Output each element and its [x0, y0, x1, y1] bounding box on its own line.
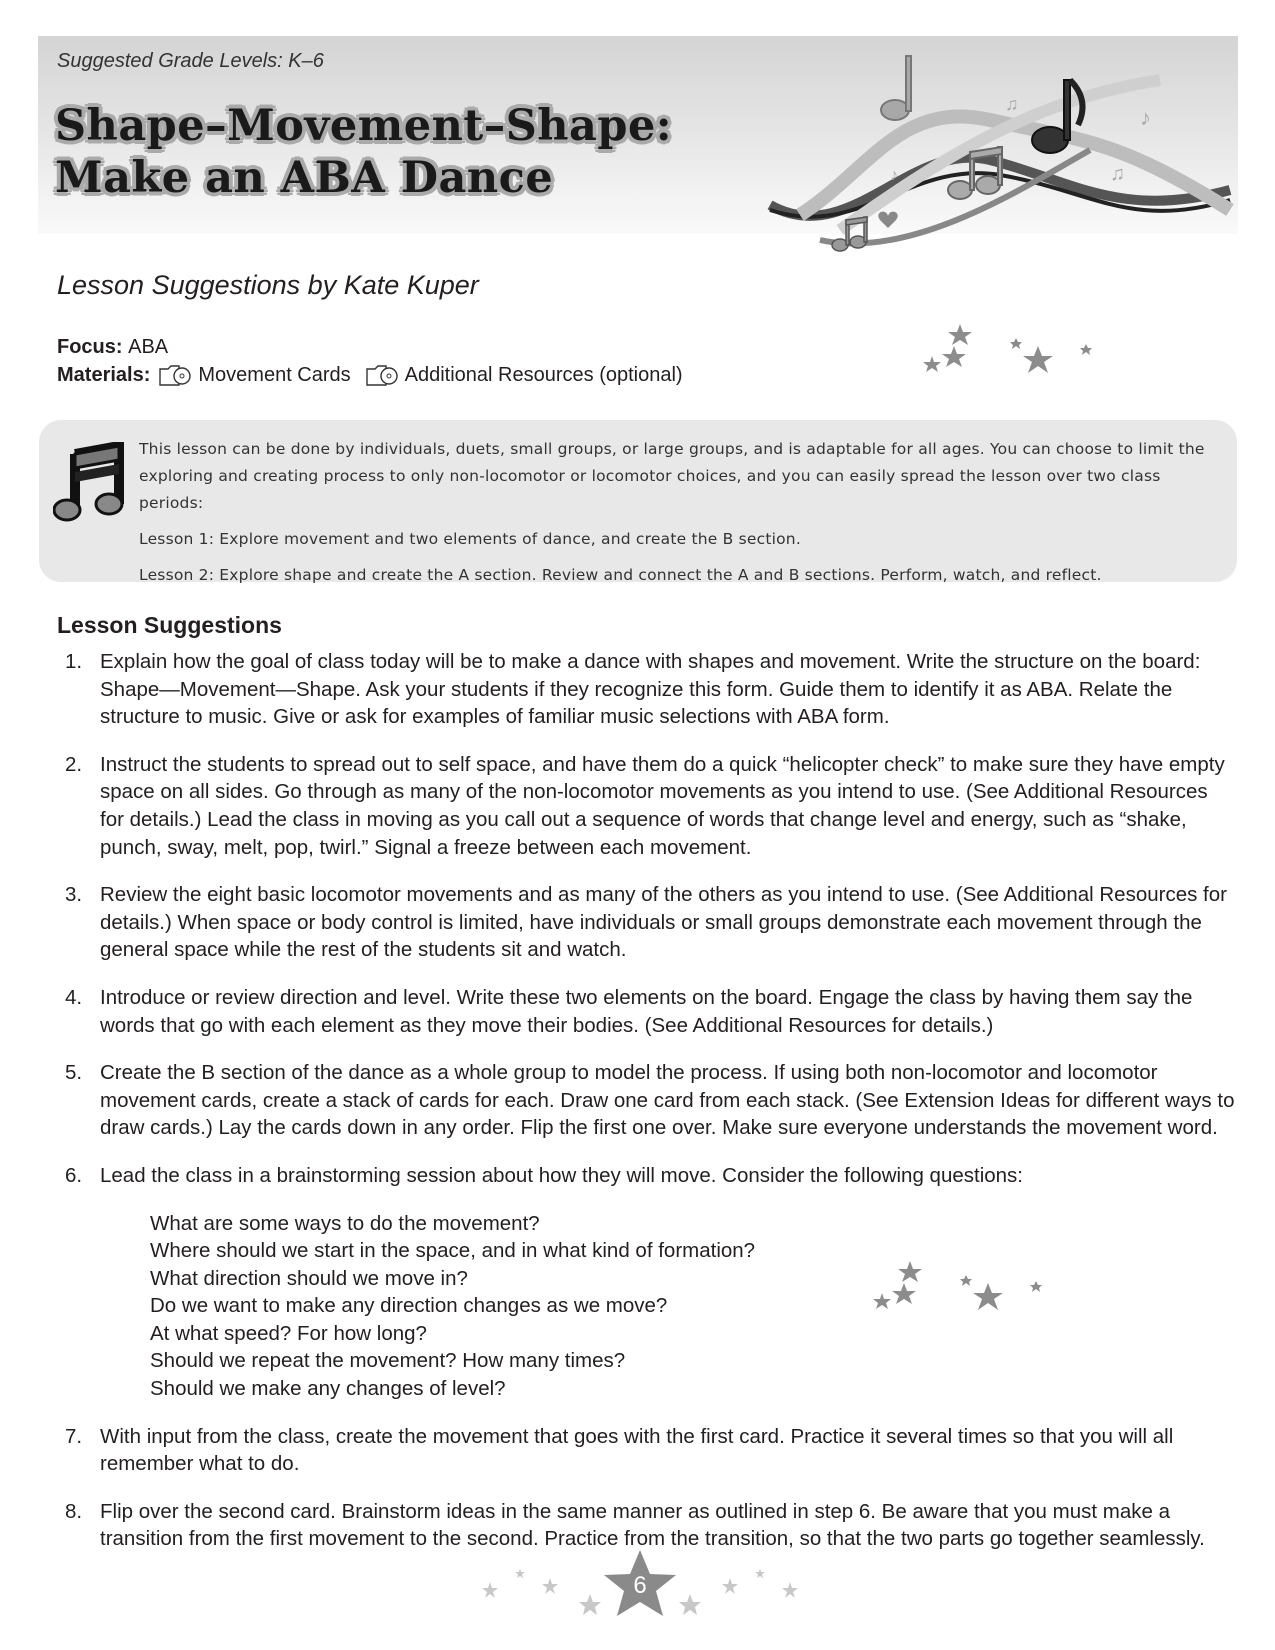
- item-number: 8.: [65, 1499, 83, 1523]
- grade-levels: Suggested Grade Levels: K–6: [57, 50, 324, 72]
- item-number: 2.: [65, 752, 83, 776]
- callout-intro-line-2: exploring and creating process to only non-locomotor or locomotor choices, and you can easily spread the lesson over two class periods:: [139, 467, 1161, 512]
- list-item: [57, 751, 1237, 861]
- item-text: Explain how the goal of class today will be to make a dance with shapes and movement. Write the structure on the board: Shape—Movement—Shape. Ask your students if they recognize this form. Guide them to identify it as ABA. Relate the structure to music. Give or ask for examples of familiar music selections with ABA form.: [100, 650, 1201, 729]
- callout-lesson-1: Lesson 1: Explore movement and two elements of dance, and create the B section.: [139, 530, 801, 548]
- item-text: Instruct the students to spread out to self space, and have them do a quick “helicopter check” to make sure they have empty space on all sides. Go through as many of the non-locomotor movements as you intend to use. (See Additional Resources for details.) Lead the class in moving as you call out a sequence of words that change level and energy, such as “shake, punch, sway, melt, pop, twirl.” Signal a freeze between each movement.: [100, 752, 1225, 859]
- list-item: [57, 1498, 1237, 1553]
- callout-lesson-2: Lesson 2: Explore shape and create the A section. Review and connect the A and B sections. Perform, watch, and reflect.: [139, 566, 1102, 584]
- list-item: [57, 881, 1237, 964]
- svg-text:♪: ♪: [890, 167, 898, 184]
- item-text: Flip over the second card. Brainstorm ideas in the same manner as outlined in step 6. Be aware that you must make a transition from the first movement to the second. Practice from the transition, so that the two parts go together seamlessly.: [100, 1499, 1205, 1551]
- item-number: 4.: [65, 985, 83, 1009]
- list-item: [57, 648, 1237, 731]
- title-line-1: Shape–Movement–Shape:: [55, 101, 673, 151]
- page-number: 6: [633, 1572, 647, 1599]
- focus-label: Focus:: [57, 336, 123, 358]
- heart-icon: [878, 212, 897, 228]
- music-note-icon: [53, 442, 125, 522]
- item-number: 1.: [65, 650, 83, 673]
- materials-item-movement-cards[interactable]: Movement Cards: [198, 364, 351, 386]
- page-footer: [470, 1548, 810, 1618]
- callout-intro-line-1: This lesson can be done by individuals, duets, small groups, or large groups, and is adaptable for all ages. You can choose to limit the: [139, 440, 1205, 458]
- callout-text: [139, 436, 1219, 589]
- materials-row: [57, 361, 683, 389]
- question: At what speed? For how long?: [150, 1321, 427, 1345]
- item-text: With input from the class, create the movement that goes with the first card. Practice it several times so that you will all remember what to do.: [100, 1424, 1174, 1476]
- question: Should we repeat the movement? How many times?: [150, 1349, 626, 1373]
- list-item: [57, 1423, 1237, 1478]
- item-number: 7.: [65, 1424, 83, 1448]
- page-title: [55, 100, 672, 204]
- materials-item-additional-resources[interactable]: Additional Resources (optional): [404, 364, 683, 386]
- author-byline: Lesson Suggestions by Kate Kuper: [57, 270, 479, 300]
- list-item: [57, 1059, 1237, 1142]
- item-number: 6.: [65, 1163, 83, 1187]
- music-note-icon: [881, 56, 911, 120]
- brainstorm-questions: [150, 1210, 1237, 1403]
- list-item: [57, 984, 1237, 1039]
- lesson-steps-list: [57, 648, 1237, 1573]
- question: What direction should we move in?: [150, 1266, 468, 1290]
- svg-text:♪: ♪: [1140, 105, 1151, 130]
- item-text: Introduce or review direction and level. Write these two elements on the board. Engage the class by having them say the words that go with each element as they move their bodies. (See Additional Resources for details.): [100, 985, 1193, 1037]
- music-swirl-illustration: [760, 40, 1240, 270]
- materials-label: Materials:: [57, 364, 151, 386]
- item-text: Lead the class in a brainstorming session about how they will move. Consider the following questions:: [100, 1163, 1024, 1187]
- svg-text:♫: ♫: [1110, 163, 1125, 185]
- question: What are some ways to do the movement?: [150, 1211, 540, 1235]
- lesson-note-callout: [39, 420, 1237, 582]
- decorative-stars-icon: [870, 1255, 1050, 1315]
- folder-disc-icon: [158, 363, 192, 387]
- focus-row: [57, 333, 683, 361]
- decorative-stars-icon: [920, 318, 1100, 378]
- item-text: Review the eight basic locomotor movements and as many of the others as you intend to use. (See Additional Resources for details.) When space or body control is limited, have individuals or small groups demonstrate each movement through the general space while the rest of the students sit and watch.: [100, 883, 1227, 962]
- title-line-2: Make an ABA Dance: [55, 153, 554, 203]
- focus-value: ABA: [128, 336, 169, 358]
- question: Should we make any changes of level?: [150, 1377, 506, 1401]
- item-number: 3.: [65, 883, 83, 907]
- item-number: 5.: [65, 1061, 83, 1085]
- question: Do we want to make any direction changes as we move?: [150, 1294, 668, 1318]
- section-heading: Lesson Suggestions: [57, 612, 282, 638]
- svg-text:♫: ♫: [1005, 94, 1019, 114]
- question: Where should we start in the space, and in what kind of formation?: [150, 1239, 756, 1263]
- folder-disc-icon: [365, 363, 399, 387]
- item-text: Create the B section of the dance as a whole group to model the process. If using both non-locomotor and locomotor movement cards, create a stack of cards for each. Draw one card from each stack. (See Extension Ideas for different ways to draw cards.) Lay the cards down in any order. Flip the first one over. Make sure everyone understands the movement word.: [100, 1061, 1235, 1140]
- list-item: [57, 1162, 1237, 1403]
- lesson-meta: [57, 333, 683, 389]
